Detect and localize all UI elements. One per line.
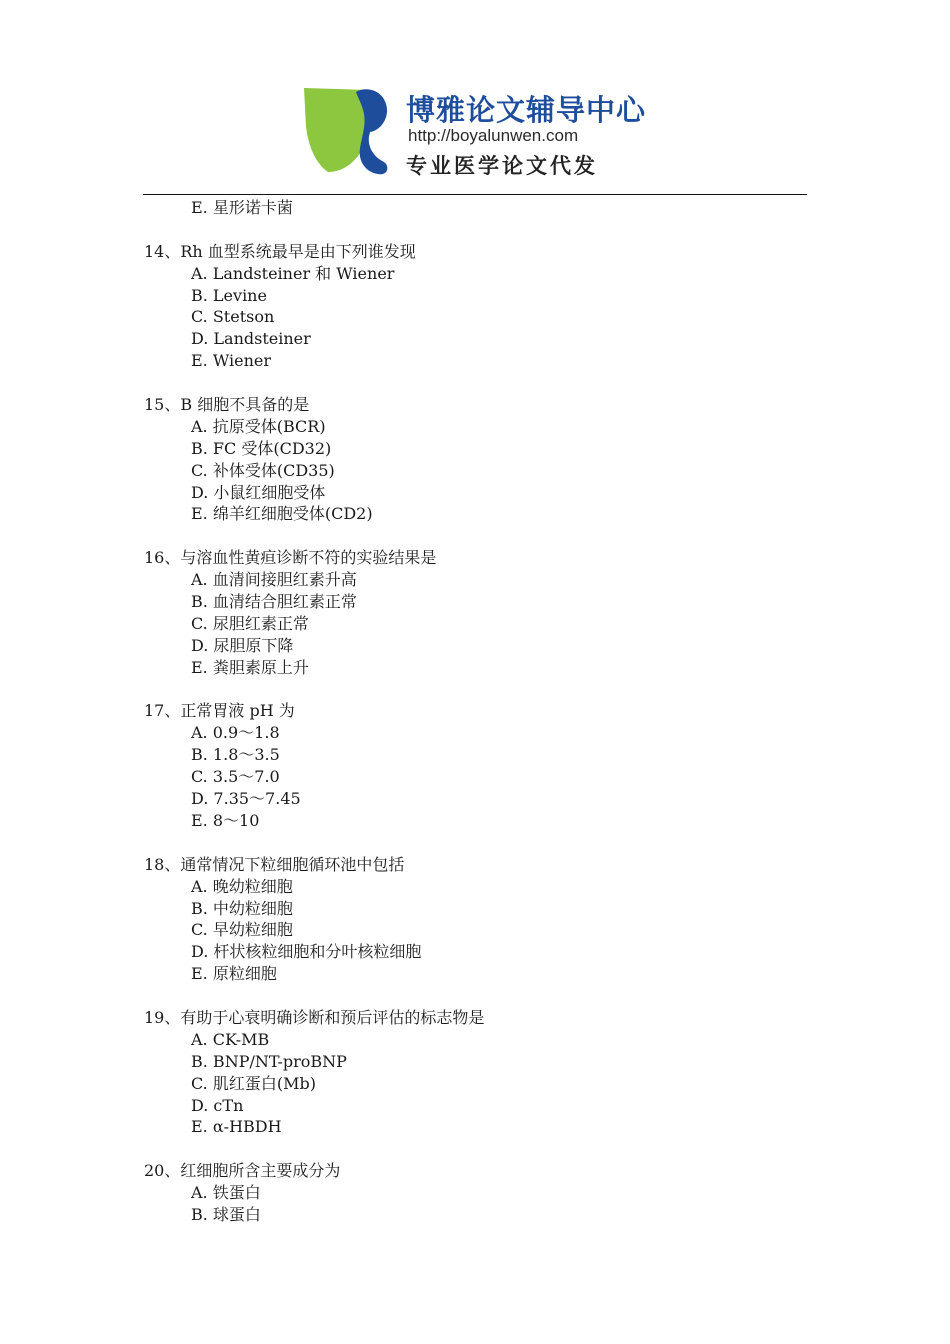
option-19b: B. BNP/NT-proBNP — [191, 1051, 347, 1071]
option-16d: D. 尿胆原下降 — [191, 635, 294, 655]
question-18: 18、通常情况下粒细胞循环池中包括 — [144, 854, 405, 874]
question-15: 15、B 细胞不具备的是 — [144, 395, 310, 415]
question-16: 16、与溶血性黄疸诊断不符的实验结果是 — [144, 548, 437, 568]
option: E. 星形诺卡菌 — [191, 198, 293, 217]
option-15e: E. 绵羊红细胞受体(CD2) — [191, 504, 373, 524]
option-17d: D. 7.35～7.45 — [191, 789, 301, 809]
brand-url: http://boyalunwen.com — [408, 126, 579, 145]
spacer — [144, 372, 824, 394]
spacer — [144, 219, 824, 241]
option-17b: B. 1.8～3.5 — [191, 745, 280, 765]
option-19e: E. α-HBDH — [191, 1117, 282, 1137]
question-20: 20、红细胞所含主要成分为 — [144, 1161, 341, 1181]
option-14e: E. Wiener — [191, 351, 272, 371]
question-17: 17、正常胃液 pH 为 — [144, 701, 295, 721]
spacer — [144, 985, 824, 1007]
option-15c: C. 补体受体(CD35) — [191, 460, 335, 480]
spacer — [144, 679, 824, 701]
brand-title: 博雅论文辅导中心 — [406, 93, 647, 127]
option-14b: B. Levine — [191, 285, 267, 305]
option-14c: C. Stetson — [191, 307, 275, 327]
option-14d: D. Landsteiner — [191, 329, 311, 349]
brand-slogan: 专业医学论文代发 — [406, 154, 598, 178]
header-divider — [143, 194, 807, 195]
option-16c: C. 尿胆红素正常 — [191, 613, 309, 633]
option-16a: A. 血清间接胆红素升高 — [191, 570, 357, 590]
option-17c: C. 3.5～7.0 — [191, 767, 280, 787]
option-16e: E. 粪胆素原上升 — [191, 657, 309, 677]
question-14: 14、Rh 血型系统最早是由下列谁发现 — [144, 241, 416, 261]
option-19c: C. 肌红蛋白(Mb) — [191, 1073, 316, 1093]
option-14a: A. Landsteiner 和 Wiener — [191, 263, 395, 283]
option-17e: E. 8～10 — [191, 810, 260, 830]
option-20a: A. 铁蛋白 — [191, 1183, 261, 1203]
option-18a: A. 晚幼粒细胞 — [191, 876, 293, 896]
option-19d: D. cTn — [191, 1095, 244, 1115]
option-18b: B. 中幼粒细胞 — [191, 898, 293, 918]
spacer — [144, 1138, 824, 1160]
option-15d: D. 小鼠红细胞受体 — [191, 482, 326, 502]
option-16b: B. 血清结合胆红素正常 — [191, 592, 357, 612]
option-20b: B. 球蛋白 — [191, 1204, 261, 1224]
option-15b: B. FC 受体(CD32) — [191, 438, 332, 458]
page-header — [300, 84, 650, 182]
leaf-logo-icon — [300, 84, 400, 182]
option-17a: A. 0.9～1.8 — [191, 723, 280, 743]
question-list — [144, 197, 824, 1226]
question-19: 19、有助于心衰明确诊断和预后评估的标志物是 — [144, 1007, 485, 1027]
option-18d: D. 杆状核粒细胞和分叶核粒细胞 — [191, 942, 422, 962]
option-18e: E. 原粒细胞 — [191, 964, 277, 984]
option-15a: A. 抗原受体(BCR) — [191, 416, 326, 436]
spacer — [144, 525, 824, 547]
option-18c: C. 早幼粒细胞 — [191, 920, 293, 940]
spacer — [144, 832, 824, 854]
option-19a: A. CK-MB — [191, 1029, 270, 1049]
